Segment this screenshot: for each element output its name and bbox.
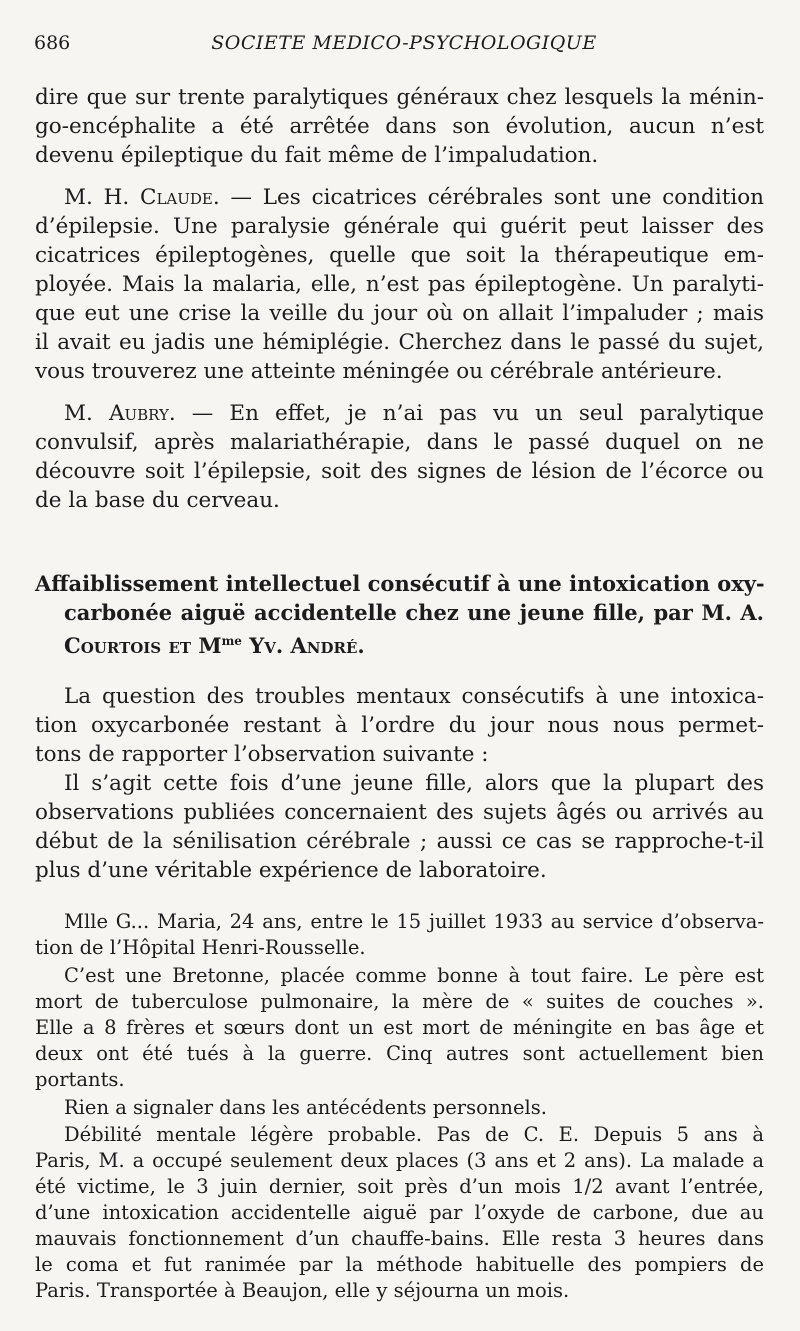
text-line: Rien a signaler dans les antécédents personnels. [64,1096,547,1119]
text-line: convulsif, après malariathérapie, dans le passé duquel on ne [35,430,764,455]
article-title-line: Affaiblissement intellectuel consécutif à une intoxication oxy- [35,571,765,596]
superscript: me [221,634,242,648]
text-line: été victime, le 3 juin dernier, soit près d’un mois 1/2 avant l’entrée, [35,1175,764,1198]
article-authors [64,627,764,660]
speaker-name: M. H. Claude. [64,185,220,210]
speaker-paragraph-aubry [64,399,764,428]
text-line: tons de rapporter l’observation suivante : [35,742,489,767]
text-line: Débilité mentale légère probable. Pas de C. E. Depuis 5 ans à [64,1123,764,1146]
text-line: découvre soit l’épilepsie, soit des signes de lésion de l’écorce ou [35,459,764,484]
text-line: observations publiées concernaient des sujets âgés ou arrivés au [35,800,764,825]
text-line: d’épilepsie. Une paralysie générale qui guérit peut laisser des [35,214,764,239]
text-line: il avait eu jadis une hémiplégie. Cherchez dans le passé du sujet, [35,330,764,355]
text-line: mauvais fonctionnement d’un chauffe-bains. Elle resta 3 heures dans [35,1227,764,1250]
text-line: La question des troubles mentaux consécutifs à une intoxica- [64,684,764,709]
text-line: tion oxycarbonée restant à l’ordre du jour nous nous permet- [35,713,764,738]
text-line: de la base du cerveau. [35,488,280,513]
text-line: dire que sur trente paralytiques généraux chez lesquels la ménin- [35,85,764,110]
text-line: le coma et fut ranimée par la méthode habituelle des pompiers de [35,1253,764,1276]
author-text: Yv. André. [241,633,365,658]
text-line: Paris. Transportée à Beaujon, elle y séjourna un mois. [35,1279,570,1302]
text-line: Il s’agit cette fois d’une jeune fille, alors que la plupart des [64,771,764,796]
author-text: Courtois et M [64,633,222,658]
article-title-line: carbonée aiguë accidentelle chez une jeune fille, par M. A. [64,600,764,625]
text-line: deux ont été tués à la guerre. Cinq autres sont actuellement bien [35,1042,764,1065]
text-line: go-encéphalite a été arrêtée dans son évolution, aucun n’est [35,114,764,139]
text-line: Mlle G... Maria, 24 ans, entre le 15 juillet 1933 au service d’observa- [64,910,764,933]
speaker-name: M. Aubry. [64,401,176,426]
text-line: que eut une crise la veille du jour où on allait l’impaluder ; mais [35,301,764,326]
text-line: tion de l’Hôpital Henri-Rousselle. [35,936,366,959]
text-line: ployée. Mais la malaria, elle, n’est pas épileptogène. Un paralyti- [35,272,764,297]
text-line: Paris, M. a occupé seulement deux places (3 ans et 2 ans). La malade a [35,1149,764,1172]
text-line: plus d’une véritable expérience de laboratoire. [35,858,547,883]
text-line: Elle a 8 frères et sœurs dont un est mort de méningite en bas âge et [35,1016,764,1039]
text-line: portants. [35,1068,125,1091]
text-span: — En effet, je n’ai pas vu un seul paralytique [175,401,764,426]
text-line: C’est une Bretonne, placée comme bonne à tout faire. Le père est [64,964,764,987]
text-line: vous trouverez une atteinte méningée ou cérébrale antérieure. [35,359,723,384]
text-line: début de la sénilisation cérébrale ; aussi ce cas se rapproche-t-il [35,829,764,854]
text-line: cicatrices épileptogènes, quelle que soit la thérapeutique em- [35,243,764,268]
text-line: devenu épileptique du fait même de l’impaludation. [35,143,599,168]
page-number: 686 [34,32,71,54]
running-title: SOCIETE MEDICO-PSYCHOLOGIQUE [211,32,597,54]
text-span: — Les cicatrices cérébrales sont une condition [219,185,764,210]
speaker-paragraph-claude [64,183,764,212]
text-line: d’une intoxication accidentelle aiguë par l’oxyde de carbone, due au [35,1201,764,1224]
text-line: mort de tuberculose pulmonaire, la mère de « suites de couches ». [35,990,764,1013]
